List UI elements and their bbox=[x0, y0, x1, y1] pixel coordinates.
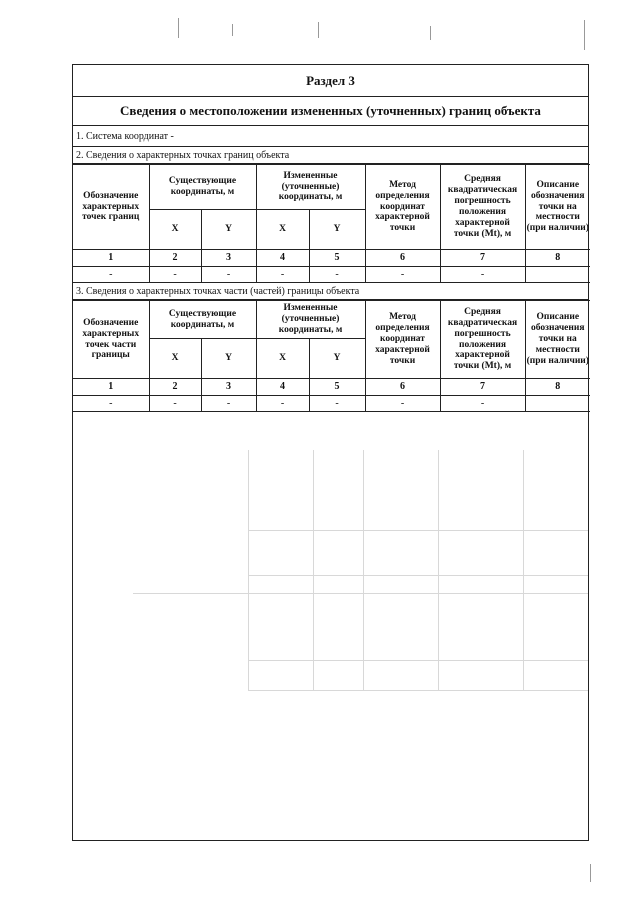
column-number: 8 bbox=[525, 250, 590, 267]
col-header-y: Y bbox=[201, 339, 256, 379]
coord-system-line: 1. Система координат - bbox=[73, 126, 588, 147]
column-number: 2 bbox=[149, 379, 201, 396]
column-number: 5 bbox=[309, 250, 365, 267]
table-cell: - bbox=[201, 267, 256, 283]
col-header-x: X bbox=[256, 210, 309, 250]
column-number: 2 bbox=[149, 250, 201, 267]
col-header-method: Метод определения координат характерной точки bbox=[365, 301, 440, 379]
scan-mark bbox=[318, 22, 319, 38]
col-header-designation: Обозначение характерных точек границ bbox=[73, 165, 149, 250]
column-number: 4 bbox=[256, 379, 309, 396]
table-cell: - bbox=[149, 267, 201, 283]
section-subtitle: Сведения о местоположении измененных (уточненных) границ объекта bbox=[73, 97, 588, 126]
table-cell: - bbox=[365, 267, 440, 283]
scan-mark bbox=[430, 26, 431, 40]
column-number: 3 bbox=[201, 250, 256, 267]
document-sheet bbox=[72, 64, 589, 841]
table-cell bbox=[525, 396, 590, 412]
table-cell: - bbox=[73, 396, 149, 412]
column-number: 7 bbox=[440, 379, 525, 396]
column-number: 1 bbox=[73, 250, 149, 267]
col-header-changed: Измененные (уточненные) координаты, м bbox=[256, 301, 365, 339]
scan-mark bbox=[178, 18, 179, 38]
col-header-rmse: Средняя квадратическая погрешность положения характерной точки (Mt), м bbox=[440, 301, 525, 379]
col-header-existing: Существующие координаты, м bbox=[149, 301, 256, 339]
col-header-y: Y bbox=[201, 210, 256, 250]
table-row bbox=[73, 267, 590, 283]
col-header-designation: Обозначение характерных точек части границы bbox=[73, 301, 149, 379]
col-header-y: Y bbox=[309, 339, 365, 379]
table-cell: - bbox=[309, 267, 365, 283]
table-cell bbox=[525, 267, 590, 283]
scan-mark bbox=[232, 24, 233, 36]
table-cell: - bbox=[440, 267, 525, 283]
column-number: 5 bbox=[309, 379, 365, 396]
table-cell: - bbox=[201, 396, 256, 412]
part-boundary-points-table bbox=[73, 300, 590, 412]
col-header-method: Метод определения координат характерной точки bbox=[365, 165, 440, 250]
col-header-y: Y bbox=[309, 210, 365, 250]
column-number-row bbox=[73, 379, 590, 396]
column-number: 6 bbox=[365, 250, 440, 267]
table-cell: - bbox=[256, 267, 309, 283]
col-header-x: X bbox=[256, 339, 309, 379]
col-header-existing: Существующие координаты, м bbox=[149, 165, 256, 210]
column-number: 8 bbox=[525, 379, 590, 396]
table-cell: - bbox=[256, 396, 309, 412]
col-header-x: X bbox=[149, 339, 201, 379]
column-number: 4 bbox=[256, 250, 309, 267]
column-number: 7 bbox=[440, 250, 525, 267]
section-title: Раздел 3 bbox=[73, 65, 588, 97]
part3-heading: 3. Сведения о характерных точках части (частей) границы объекта bbox=[73, 283, 588, 300]
table-cell: - bbox=[440, 396, 525, 412]
col-header-x: X bbox=[149, 210, 201, 250]
boundary-points-table bbox=[73, 164, 590, 283]
table-cell: - bbox=[309, 396, 365, 412]
col-header-changed: Измененные (уточненные) координаты, м bbox=[256, 165, 365, 210]
column-number-row bbox=[73, 250, 590, 267]
scan-mark bbox=[584, 20, 585, 50]
column-number: 6 bbox=[365, 379, 440, 396]
column-number: 1 bbox=[73, 379, 149, 396]
table-cell: - bbox=[149, 396, 201, 412]
col-header-rmse: Средняя квадратическая погрешность положения характерной точки (Mt), м bbox=[440, 165, 525, 250]
column-number: 3 bbox=[201, 379, 256, 396]
scan-mark bbox=[590, 864, 591, 882]
table-cell: - bbox=[365, 396, 440, 412]
table-cell: - bbox=[73, 267, 149, 283]
col-header-description: Описание обозначения точки на местности (при наличии) bbox=[525, 165, 590, 250]
col-header-description: Описание обозначения точки на местности (при наличии) bbox=[525, 301, 590, 379]
table-row bbox=[73, 396, 590, 412]
part2-heading: 2. Сведения о характерных точках границ объекта bbox=[73, 147, 588, 164]
